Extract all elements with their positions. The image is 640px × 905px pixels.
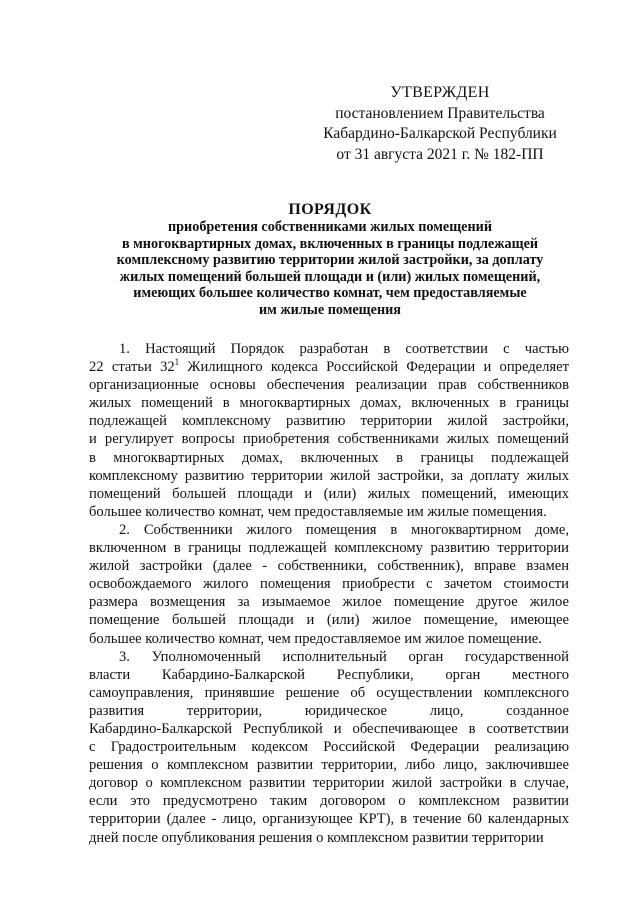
text-line: решения о комплексном развитии территории, либо лицо, заключившее	[89, 757, 569, 774]
text-line: размера возмещения за изымаемое жилое помещение другое жилое	[89, 594, 569, 611]
text-line: большее количество комнат, чем предоставляемые им жилые помещения.	[89, 503, 547, 520]
text-line: с Градостроительным кодексом Российской Федерации реализацию	[89, 739, 569, 756]
text-line: развития территории, юридическое лицо, созданное	[89, 702, 569, 719]
text-line: жилых помещений в многоквартирных домах, включенных в границы	[89, 395, 569, 412]
text-line: если это предусмотрено таким договором о комплексном развитии	[89, 793, 569, 810]
text-line: помещений большей площади и (или) жилых помещений, имеющих	[89, 485, 569, 502]
text-line: жилой застройки (далее - собственники, собственник), вправе взамен	[89, 558, 569, 575]
text-line: помещение большей площади и (или) жилое помещение, имеющее	[89, 612, 569, 629]
text-line: и регулирует вопросы приобретения собственниками жилых помещений	[89, 431, 569, 448]
document-subtitle	[80, 219, 580, 319]
text-line: организационные основы обеспечения реализации прав собственников	[89, 377, 569, 394]
text-line: включенном в границы подлежащей комплексному развитию территории	[89, 540, 569, 557]
subtitle-line: приобретения собственниками жилых помещений	[167, 219, 493, 235]
text-line: 1. Настоящий Порядок разработан в соответствии с частью	[119, 341, 569, 357]
approval-title: УТВЕРЖДЕН	[390, 84, 490, 101]
paragraph-3	[89, 648, 569, 847]
text-line: 3. Уполномоченный исполнительный орган государственной	[119, 648, 569, 665]
subtitle-line: им жилые помещения	[259, 301, 401, 318]
document-title: ПОРЯДОК	[288, 201, 372, 218]
subtitle-line: жилых помещений большей площади и (или) жилых помещений,	[119, 268, 541, 285]
paragraph-2	[89, 521, 569, 648]
text-line: дней после опубликования решения о комплексном развитии территории	[89, 829, 544, 846]
approval-stamp	[300, 83, 580, 165]
text-line: большее количество комнат, чем предоставляемое им жилое помещение.	[89, 630, 542, 647]
approval-line: от 31 августа 2021 г. № 182-ПП	[336, 145, 544, 163]
text-line: комплексному развитию территории жилой застройки, за доплату жилых	[89, 467, 569, 484]
approval-line: Кабардино-Балкарской Республики	[323, 125, 557, 142]
subtitle-line: комплексному развитию территории жилой застройки, за доплату	[116, 252, 544, 269]
text-line: освобождаемого жилого помещения приобрести с зачетом стоимости	[89, 576, 569, 593]
approval-line: постановлением Правительства	[335, 104, 545, 122]
superscript: 1	[174, 357, 180, 368]
text-line: самоуправления, принявшие решение об осуществлении комплексного	[89, 684, 569, 701]
text-line: территории (далее - лицо, организующее КРТ), в течение 60 календарных	[89, 811, 569, 828]
text-line: в многоквартирных домах, включенных в границы подлежащей	[89, 449, 569, 466]
text-line: 2. Собственники жилого помещения в многоквартирном доме,	[119, 521, 569, 538]
text-line: власти Кабардино-Балкарской Республики, орган местного	[89, 666, 569, 683]
paragraph-1	[89, 340, 569, 521]
subtitle-line: в многоквартирных домах, включенных в границы подлежащей	[121, 235, 539, 252]
document-body	[89, 340, 569, 847]
text-line: договор о комплексном развитии территории жилой застройки в случае,	[89, 775, 569, 792]
text-line: Кабардино-Балкарской Республикой и обеспечивающее в соответствии	[89, 720, 569, 737]
text-line: 22 статьи $32^1$ Жилищного кодекса Российской Федерации и определяет	[89, 357, 569, 376]
subtitle-line: имеющих большее количество комнат, чем предоставляемые	[133, 285, 527, 302]
text-line: подлежащей комплексному развитию территории жилой застройки,	[89, 413, 569, 430]
